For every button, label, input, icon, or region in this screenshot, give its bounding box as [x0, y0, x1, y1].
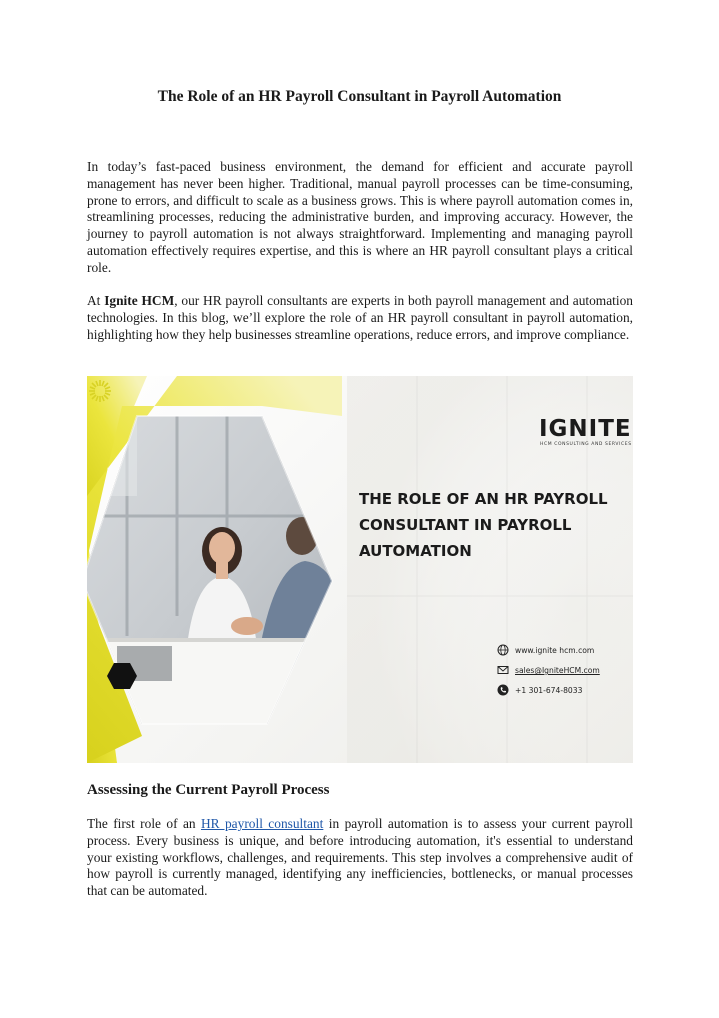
logo-wordmark: IGNITE [539, 416, 632, 442]
globe-icon [497, 644, 509, 656]
document-title: The Role of an HR Payroll Consultant in Payroll Automation [157, 88, 562, 105]
company-name: Ignite HCM [104, 293, 175, 308]
article-banner-image [87, 376, 633, 763]
company-paragraph [87, 293, 633, 343]
intro-paragraph: In today’s fast-paced business environment, the demand for efficient and accurate payroll management has never been higher. Traditional, manual payroll processes can be time-consuming, prone to errors, and difficult to scale as a business grows. This is where payroll automation comes in, streamlining processes, reducing the administrative burden, and improving accuracy. However, the journey to payroll automation is not always straightforward. Implementing and managing payroll automation effectively requires expertise, and this is where an HR payroll consultant plays a critical role. [87, 159, 633, 275]
company-paragraph-text: , our HR payroll consultants are experts in both payroll management and automation technologies. In this blog, we’ll explore the role of an HR payroll consultant in payroll automation, highlighting how they help businesses streamline operations, reduce errors, and improve compliance. [87, 293, 633, 342]
phone-text: +1 301-674-8033 [515, 686, 583, 695]
section-heading: Assessing the Current Payroll Process [87, 782, 330, 798]
mail-icon [497, 664, 509, 676]
section-paragraph-prefix: The first role of an [87, 816, 201, 831]
section-paragraph-text: in payroll automation is to assess your current payroll process. Every business is unique, and before introducing automation, it's essential to understand your existing workflows, challenges, and requirements. This step involves a comprehensive audit of how payroll is currently managed, identifying any inefficiencies, bottlenecks, or manual processes that can be automated. [87, 816, 633, 899]
website-text: www.ignite hcm.com [515, 646, 595, 655]
hr-payroll-consultant-link[interactable]: HR payroll consultant [200, 816, 324, 831]
ignite-logo-icon [87, 376, 197, 406]
banner-title: THE ROLE OF AN HR PAYROLL CONSULTANT IN PAYROLL AUTOMATION [359, 490, 608, 560]
phone-icon [497, 684, 509, 696]
email-text: sales@IgniteHCM.com [515, 666, 600, 675]
section-paragraph [87, 816, 633, 900]
logo-subtitle: HCM CONSULTING AND SERVICES [540, 442, 632, 447]
company-paragraph-prefix: At [87, 293, 105, 308]
